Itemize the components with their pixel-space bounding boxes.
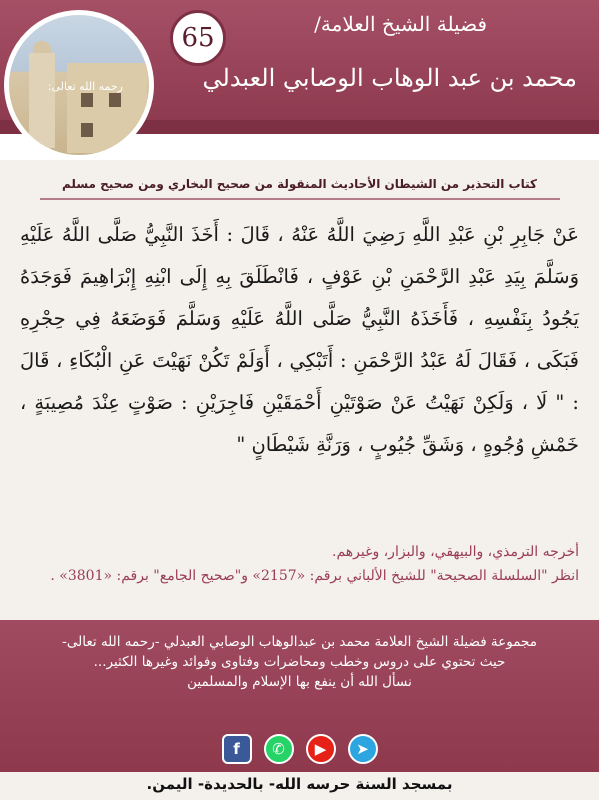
book-title-divider (40, 198, 560, 200)
facebook-icon[interactable]: f (222, 734, 252, 764)
window (81, 93, 93, 107)
book-title: كتاب التحذير من الشيطان الأحاديث المنقولة من صحيح البخاري ومن صحيح مسلم (62, 177, 537, 191)
youtube-icon[interactable]: ▶ (306, 734, 336, 764)
sheikh-title: فضيلة الشيخ العلامة/ (314, 12, 487, 36)
hadith-paragraph: عَنْ جَابِرِ بْنِ عَبْدِ اللَّهِ رَضِيَ اللَّهُ عَنْهُ ، قَالَ : أَخَذَ النَّبِيُّ صَلَّى اللَّهُ عَلَيْهِ وَسَلَّمَ بِيَدِ عَبْدِ الرَّحْمَنِ بْنِ عَوْفٍ ، فَانْطَلَقَ بِهِ إِلَى ابْنِهِ إِبْرَاهِيمَ فَوَجَدَهُ يَجُودُ بِنَفْسِهِ ، فَأَخَذَهُ النَّبِيُّ صَلَّى اللَّهُ عَلَيْهِ وَسَلَّمَ فَوَضَعَهُ فِي حِجْرِهِ فَبَكَى ، فَقَالَ لَهُ عَبْدُ الرَّحْمَنِ : أَتَبْكِي ، أَوَلَمْ تَكُنْ نَهَيْتَ عَنِ الْبُكَاءِ ، قَالَ : " لَا ، وَلَكِنْ نَهَيْتُ عَنْ صَوْتَيْنِ أَحْمَقَيْنِ فَاجِرَيْنِ : صَوْتٍ عِنْدَ مُصِيبَةٍ ، خَمْشِ وُجُوهٍ ، وَشَقِّ جُيُوبٍ ، وَرَنَّةِ شَيْطَانٍ " (20, 223, 579, 456)
sheikh-name-suffix: رحمه الله تعالى: (47, 80, 123, 93)
takhrij-line-2: انظر "السلسلة الصحيحة" للشيخ الألباني برقم: «2157» و"صحيح الجامع" برقم: «3801» . (50, 568, 579, 584)
episode-number: 65 (170, 10, 226, 66)
social-icons (0, 734, 599, 764)
minaret (29, 53, 55, 148)
footer-line-2: حيث تحتوي على دروس وخطب ومحاضرات وفتاوى وفوائد وغيرها الكثير... (93, 654, 506, 670)
footer-text (12, 632, 587, 692)
footer-line-1: مجموعة فضيلة الشيخ العلامة محمد بن عبدالوهاب الوصابي العبدلي -رحمه الله تعالى- (62, 634, 537, 650)
takhrij-line-1: أخرجه الترمذي، والبيهقي، والبزار، وغيرهم. (332, 544, 579, 560)
sheikh-name: محمد بن عبد الوهاب الوصابي العبدلي (202, 64, 577, 92)
mosque-location: بمسجد السنة حرسه الله- بالحديدة- اليمن. (146, 775, 453, 793)
mosque-building (67, 63, 147, 153)
telegram-icon[interactable]: ➤ (348, 734, 378, 764)
whatsapp-icon[interactable]: ✆ (264, 734, 294, 764)
takhrij (20, 540, 579, 588)
hadith-text (20, 214, 579, 514)
window (81, 123, 93, 137)
footer-line-3: نسأل الله أن ينفع بها الإسلام والمسلمين (187, 674, 412, 690)
window (109, 93, 121, 107)
